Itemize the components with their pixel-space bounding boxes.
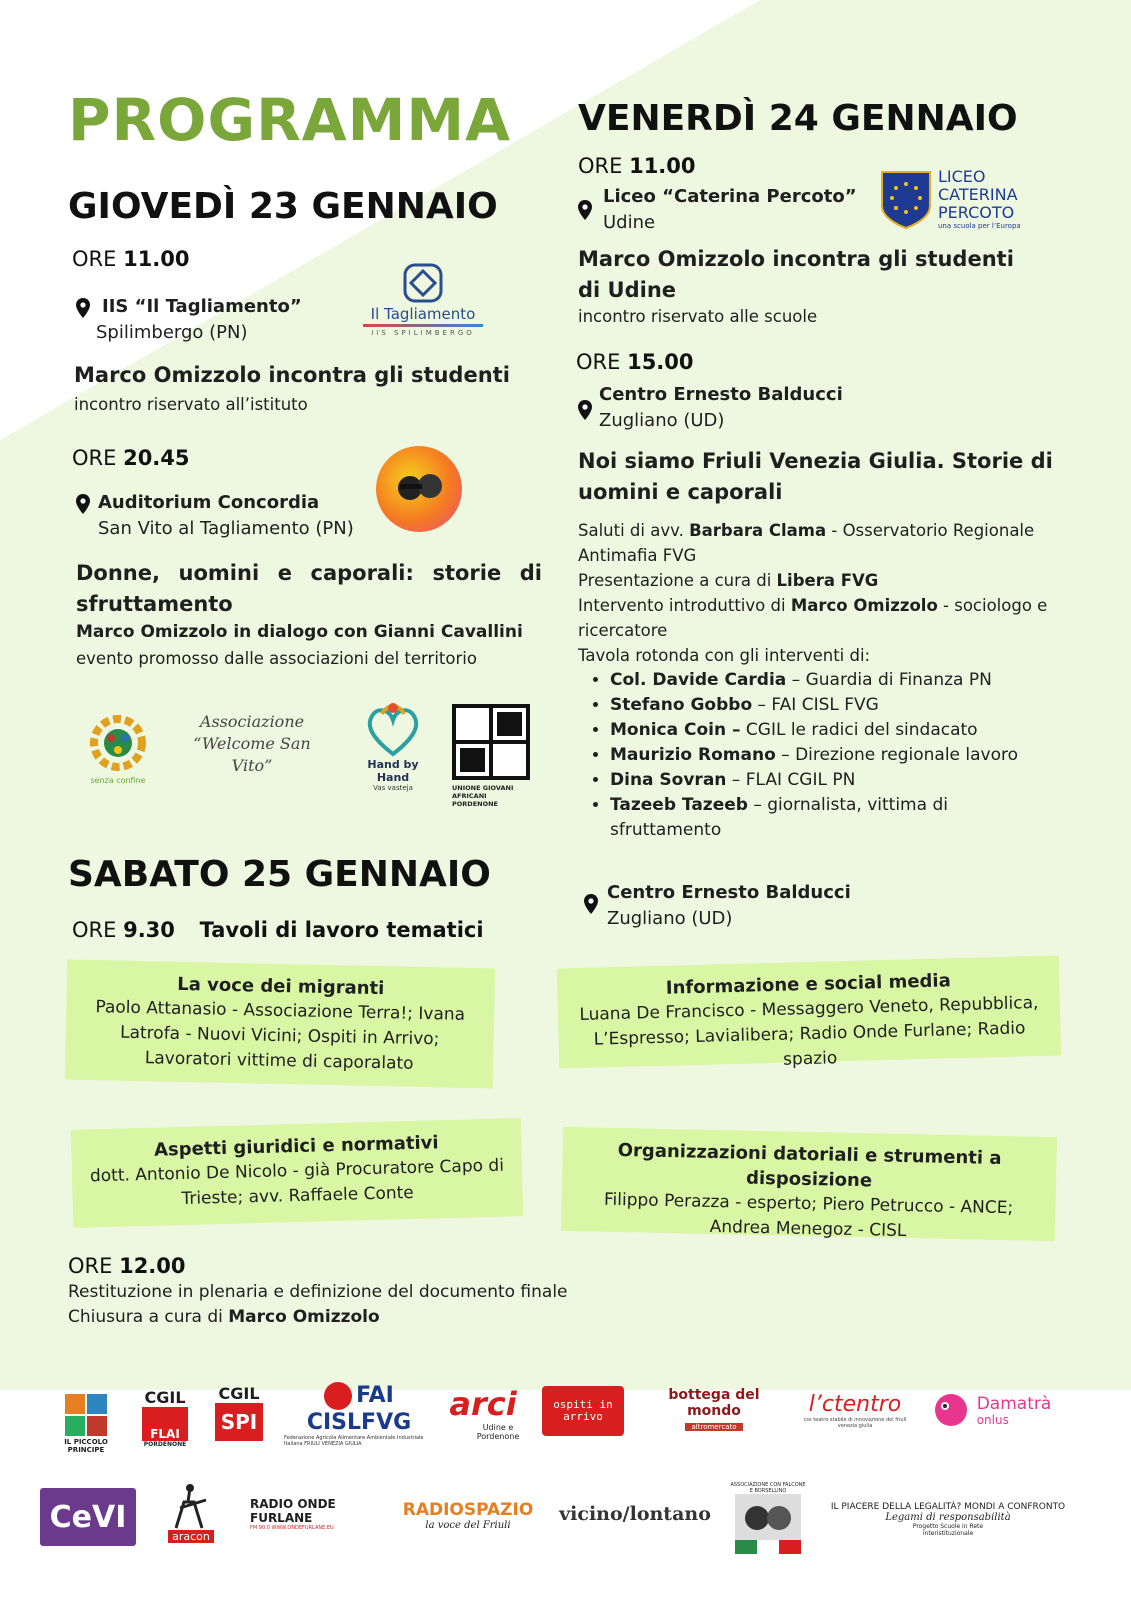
piccolo-principe-logo: IL PICCOLO PRINCIPE (58, 1382, 114, 1464)
radio-onde-furlane-logo: RADIO ONDE FURLANE FM 90.0 WWW.ONDEFURLANE.EU (250, 1497, 336, 1531)
list-item: • Maurizio Romano – Direzione regionale lavoro (610, 743, 1068, 768)
donne-senza-confine-logo: senza confine (80, 702, 156, 792)
list-item: • Dina Sovran – FLAI CGIL PN (610, 768, 1068, 793)
cevi-logo: CeVI (40, 1488, 136, 1546)
list-item: • Tazeeb Tazeeb – giornalista, vittima di sfruttamento (610, 793, 970, 843)
venue-name: Auditorium Concordia (98, 492, 320, 513)
closing-time: ORE 12.00 (68, 1254, 186, 1278)
two-faces-icon (376, 446, 462, 532)
thursday-event2-title: Donne, uomini e caporali: storie di sfruttamento (76, 561, 542, 616)
two-portraits-icon (735, 1494, 801, 1554)
damatra-logo: Damatrà onlus (926, 1384, 1056, 1436)
closing-text: Restituzione in plenaria e definizione del documento finale Chiusura a cura di Marco Omizzolo (68, 1282, 568, 1327)
list-item: • Col. Davide Cardia – Guardia di Finanza PN (610, 668, 1068, 693)
saturday-time: ORE 9.30 Tavoli di lavoro tematici (72, 918, 484, 942)
cgil-spi-logo: CGIL SPI (212, 1374, 266, 1450)
table-card-organizzazioni: Organizzazioni datoriali e strumenti a disposizione Filippo Perazza - esperto; Piero Petrucco - ANCE; Andrea Menegoz - CISL (561, 1127, 1057, 1241)
tagliamento-emblem-icon (403, 263, 443, 303)
friday-event2-title: Noi siamo Friuli Venezia Giulia. Storie di uomini e caporali (578, 449, 1053, 504)
il-tagliamento-logo: Il Tagliamento IIS SPILIMBERGO (356, 258, 490, 342)
liceo-percoto-logo: LICEO CATERINA PERCOTO una scuola per l’Europa (880, 168, 1030, 234)
table-card-migranti: La voce dei migranti Paolo Attanasio - Associazione Terra!; Ivana Latrofa - Nuovi Vicini; Ospiti in Arrivo; Lavoratori vittime di caporalato (65, 960, 495, 1089)
venue-place: Zugliano (UD) (607, 908, 733, 929)
fai-cisl-fvg-logo: FAI CISLFVG Federazione Agricola Alimentare Ambientale Industriale Italiana FRIULI VENEZIA GIULIA (284, 1382, 424, 1447)
venue-place: San Vito al Tagliamento (PN) (98, 518, 354, 539)
venue-name: IIS “Il Tagliamento” (102, 296, 302, 317)
table-card-informazione: Informazione e social media Luana De Francisco - Messaggero Veneto, Repubblica, L’Espresso; Lavialibera; Radio Onde Furlane; Radio spazio (557, 955, 1061, 1068)
thursday-event2-subtitle: Marco Omizzolo in dialogo con Gianni Cavallini (76, 622, 523, 642)
friday-event2-time: ORE 15.00 (576, 350, 694, 374)
hands-circle-icon (85, 710, 151, 776)
location-pin-icon (76, 494, 90, 514)
location-pin-icon (76, 298, 90, 318)
puzzle-icon (63, 1392, 109, 1438)
ugap-logo: UNIONE GIOVANI AFRICANI PORDENONE (452, 704, 532, 800)
list-item: • Monica Coin – CGIL le radici del sindacato (610, 718, 1068, 743)
ospiti-in-arrivo-logo: ospiti in arrivo (542, 1386, 624, 1436)
friday-event2-details (578, 518, 1068, 843)
saturday-heading: SABATO 25 GENNAIO (68, 854, 491, 895)
thursday-event1-title: Marco Omizzolo incontra gli studenti (74, 363, 510, 387)
eu-shield-icon (880, 170, 932, 230)
piacere-legalita-logo: IL PIACERE DELLA LEGALITÀ? MONDI A CONFRONTO Legami di responsabilità Progetto Scuole in Rete interistituzionale (830, 1501, 1066, 1537)
location-pin-icon (584, 894, 598, 914)
tavola-rotonda-line: Tavola rotonda con gli interventi di: (578, 646, 871, 665)
sponsor-footer (0, 1382, 1131, 1600)
saturday-location (584, 880, 884, 932)
vicino-lontano-logo: vicino/lontano (559, 1503, 711, 1525)
venue-place: Udine (603, 212, 656, 233)
aracon-logo: aracon (162, 1476, 220, 1548)
friday-event2-location (578, 382, 878, 434)
don-quixote-icon (166, 1482, 216, 1530)
page-title: PROGRAMMA (68, 86, 511, 154)
friday-event1-location (578, 184, 858, 236)
venue-name: Centro Ernesto Balducci (607, 882, 851, 903)
venue-place: Zugliano (UD) (599, 410, 725, 431)
list-item: • Stefano Gobbo – FAI CISL FVG (610, 693, 1068, 718)
location-pin-icon (578, 200, 592, 220)
chameleon-icon (931, 1390, 971, 1430)
friday-heading: VENERDÌ 24 GENNAIO (578, 98, 1018, 139)
bottega-del-mondo-logo: bottega del mondo altromercato (668, 1387, 760, 1431)
thursday-event2-time: ORE 20.45 (72, 446, 190, 470)
intervento-line: Intervento introduttivo di Marco Omizzolo - sociologo e ricercatore (578, 596, 1048, 640)
thursday-event2-location (76, 490, 366, 542)
cgil-flai-logo: CGIL FLAI PORDENONE (143, 1388, 187, 1448)
falcone-borsellino-logo: ASSOCIAZIONE CON FALCONE E BORSELLINO (730, 1478, 806, 1558)
heart-hands-icon (362, 700, 424, 758)
thursday-event1-time: ORE 11.00 (72, 247, 190, 271)
radio-spazio-logo: RADIOSPAZIO la voce del Friuli (402, 1499, 534, 1531)
speakers-list (578, 668, 1068, 843)
thursday-event2-note: evento promosso dalle associazioni del territorio (76, 649, 477, 668)
saluti-line: Saluti di avv. Barbara Clama - Osservatorio Regionale Antimafia FVG (578, 521, 1035, 565)
css-teatro-logo: l’ctentro css teatro stabile di innovazione del friuli venezia giulia (803, 1391, 907, 1429)
venue-place: Spilimbergo (PN) (96, 322, 248, 343)
thursday-event1-note: incontro riservato all’istituto (74, 395, 308, 414)
thursday-event1-location (76, 294, 366, 346)
premio-circle-logo (376, 446, 462, 532)
hand-by-hand-logo: Hand by Hand Vas vasteja (350, 698, 436, 794)
friday-event1-title: Marco Omizzolo incontra gli studenti di Udine (578, 247, 1014, 302)
venue-name: Centro Ernesto Balducci (599, 384, 843, 405)
venue-name: Liceo “Caterina Percoto” (603, 186, 857, 207)
friday-event1-note: incontro riservato alle scuole (578, 307, 818, 326)
thursday-heading: GIOVEDÌ 23 GENNAIO (68, 186, 498, 227)
table-card-giuridici: Aspetti giuridici e normativi dott. Antonio De Nicolo - già Procuratore Capo di Trieste; avv. Raffaele Conte (71, 1118, 523, 1228)
welcome-san-vito-logo: Associazione “Welcome San Vito” (193, 712, 311, 775)
presentazione-line: Presentazione a cura di Libera FVG (578, 571, 879, 590)
arci-logo: arci Udine e Pordenone (449, 1385, 520, 1441)
location-pin-icon (578, 400, 592, 420)
friday-event1-time: ORE 11.00 (578, 154, 696, 178)
